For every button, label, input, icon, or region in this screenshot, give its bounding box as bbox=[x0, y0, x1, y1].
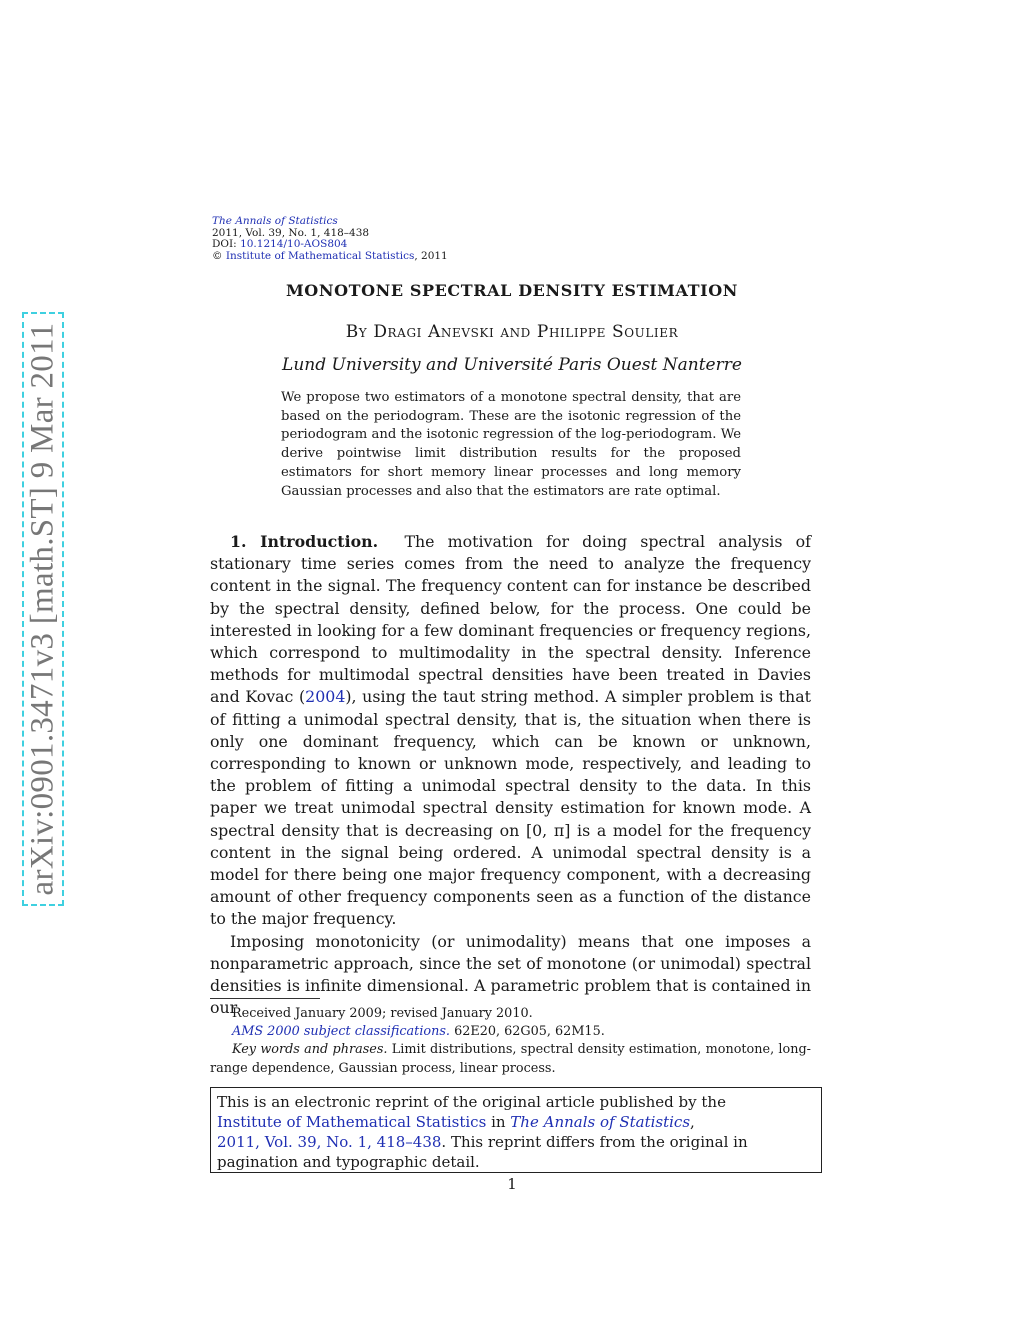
received-note: Received January 2009; revised January 2010. bbox=[232, 1006, 533, 1021]
section-heading: 1. Introduction. bbox=[230, 532, 379, 551]
reprint-comma: , bbox=[690, 1113, 695, 1131]
doi-link[interactable]: 10.1214/10-AOS804 bbox=[240, 238, 348, 251]
intro-p1-a: The motivation for doing spectral analysis of stationary time series comes from the need to analyze the frequency content in the signal. The frequency content can for instance be described by the spectral density, defined below, for the process. One could be interested in looking for a few dominant frequencies or frequency regions, which correspond to multimodality in the spectral density. Inference methods for multimodal spectral densities have been treated in Davies and Kovac ( bbox=[210, 532, 811, 707]
copyright-year: , 2011 bbox=[414, 250, 448, 263]
volume-line: 2011, Vol. 39, No. 1, 418–438 bbox=[212, 226, 370, 239]
reprint-line1: This is an electronic reprint of the original article published by the bbox=[217, 1093, 726, 1111]
keywords-text: Limit distributions, spectral density estimation, monotone, long-range dependence, Gaussian process, linear process. bbox=[210, 1042, 811, 1076]
arxiv-stamp-text: arXiv:0901.3471v3 [math.ST] 9 Mar 2011 bbox=[24, 322, 61, 896]
reprint-in: in bbox=[486, 1113, 511, 1131]
paper-title: MONOTONE SPECTRAL DENSITY ESTIMATION bbox=[286, 281, 738, 300]
reprint-notice bbox=[210, 1087, 822, 1173]
arxiv-stamp bbox=[22, 312, 64, 906]
ams-classification bbox=[210, 1023, 811, 1041]
abstract: We propose two estimators of a monotone spectral density, that are based on the periodogram. These are the isotonic regression of the periodogram and the isotonic regression of the log-periodogram. We derive pointwise limit distribution results for the proposed estimators for short memory linear processes and long memory Gaussian processes and also that the estimators are rate optimal. bbox=[281, 390, 741, 499]
journal-header bbox=[212, 216, 448, 263]
introduction-section bbox=[210, 531, 811, 1019]
page-number: 1 bbox=[507, 1175, 517, 1193]
doi-label: DOI: bbox=[212, 238, 237, 251]
reprint-institute-link[interactable]: Institute of Mathematical Statistics bbox=[217, 1113, 487, 1131]
citation-link[interactable]: 2004 bbox=[305, 687, 346, 707]
reprint-journal-link[interactable]: The Annals of Statistics bbox=[510, 1113, 691, 1131]
keywords-label: Key words and phrases. bbox=[232, 1042, 388, 1058]
copyright-icon: © bbox=[212, 250, 223, 263]
reprint-volume-link[interactable]: 2011, Vol. 39, No. 1, 418–438 bbox=[217, 1133, 442, 1151]
affiliation: Lund University and Université Paris Ouest Nanterre bbox=[282, 355, 742, 375]
intro-p1-b: ), using the taut string method. A simpler problem is that of fitting a unimodal spectral density, that is, the situation when there is only one dominant frequency, which can be known or unknown, corresponding to known or unknown mode, respectively, and leading to the problem of fitting a unimodal spectral density to the data. In this paper we treat unimodal spectral density estimation for known mode. A spectral density that is decreasing on [0, π] is a model for the frequency content in the signal being ordered. A unimodal spectral density is a model for there being one major frequency component, with a decreasing amount of other frequency components seen as a function of the distance to the major frequency. bbox=[210, 687, 811, 929]
intro-paragraph-1 bbox=[210, 531, 811, 931]
institute-link[interactable]: Institute of Mathematical Statistics bbox=[225, 250, 415, 263]
intro-paragraph-2: Imposing monotonicity (or unimodality) means that one imposes a nonparametric approach, since the set of monotone (or unimodal) spectral densities is infinite dimensional. A parametric problem that is contained in our bbox=[210, 931, 811, 1018]
footnote-rule bbox=[210, 998, 320, 999]
ams-link[interactable]: AMS 2000 subject classifications. bbox=[232, 1024, 450, 1040]
keywords bbox=[210, 1041, 811, 1077]
authors: By Dragi Anevski and Philippe Soulier bbox=[345, 322, 679, 342]
ams-codes: 62E20, 62G05, 62M15. bbox=[450, 1024, 605, 1040]
journal-link[interactable]: The Annals of Statistics bbox=[212, 215, 338, 227]
reprint-rest: . This reprint differs from the original in pagination and typographic detail. bbox=[217, 1133, 748, 1171]
footnotes bbox=[210, 1005, 811, 1078]
copyright-line bbox=[212, 251, 448, 263]
